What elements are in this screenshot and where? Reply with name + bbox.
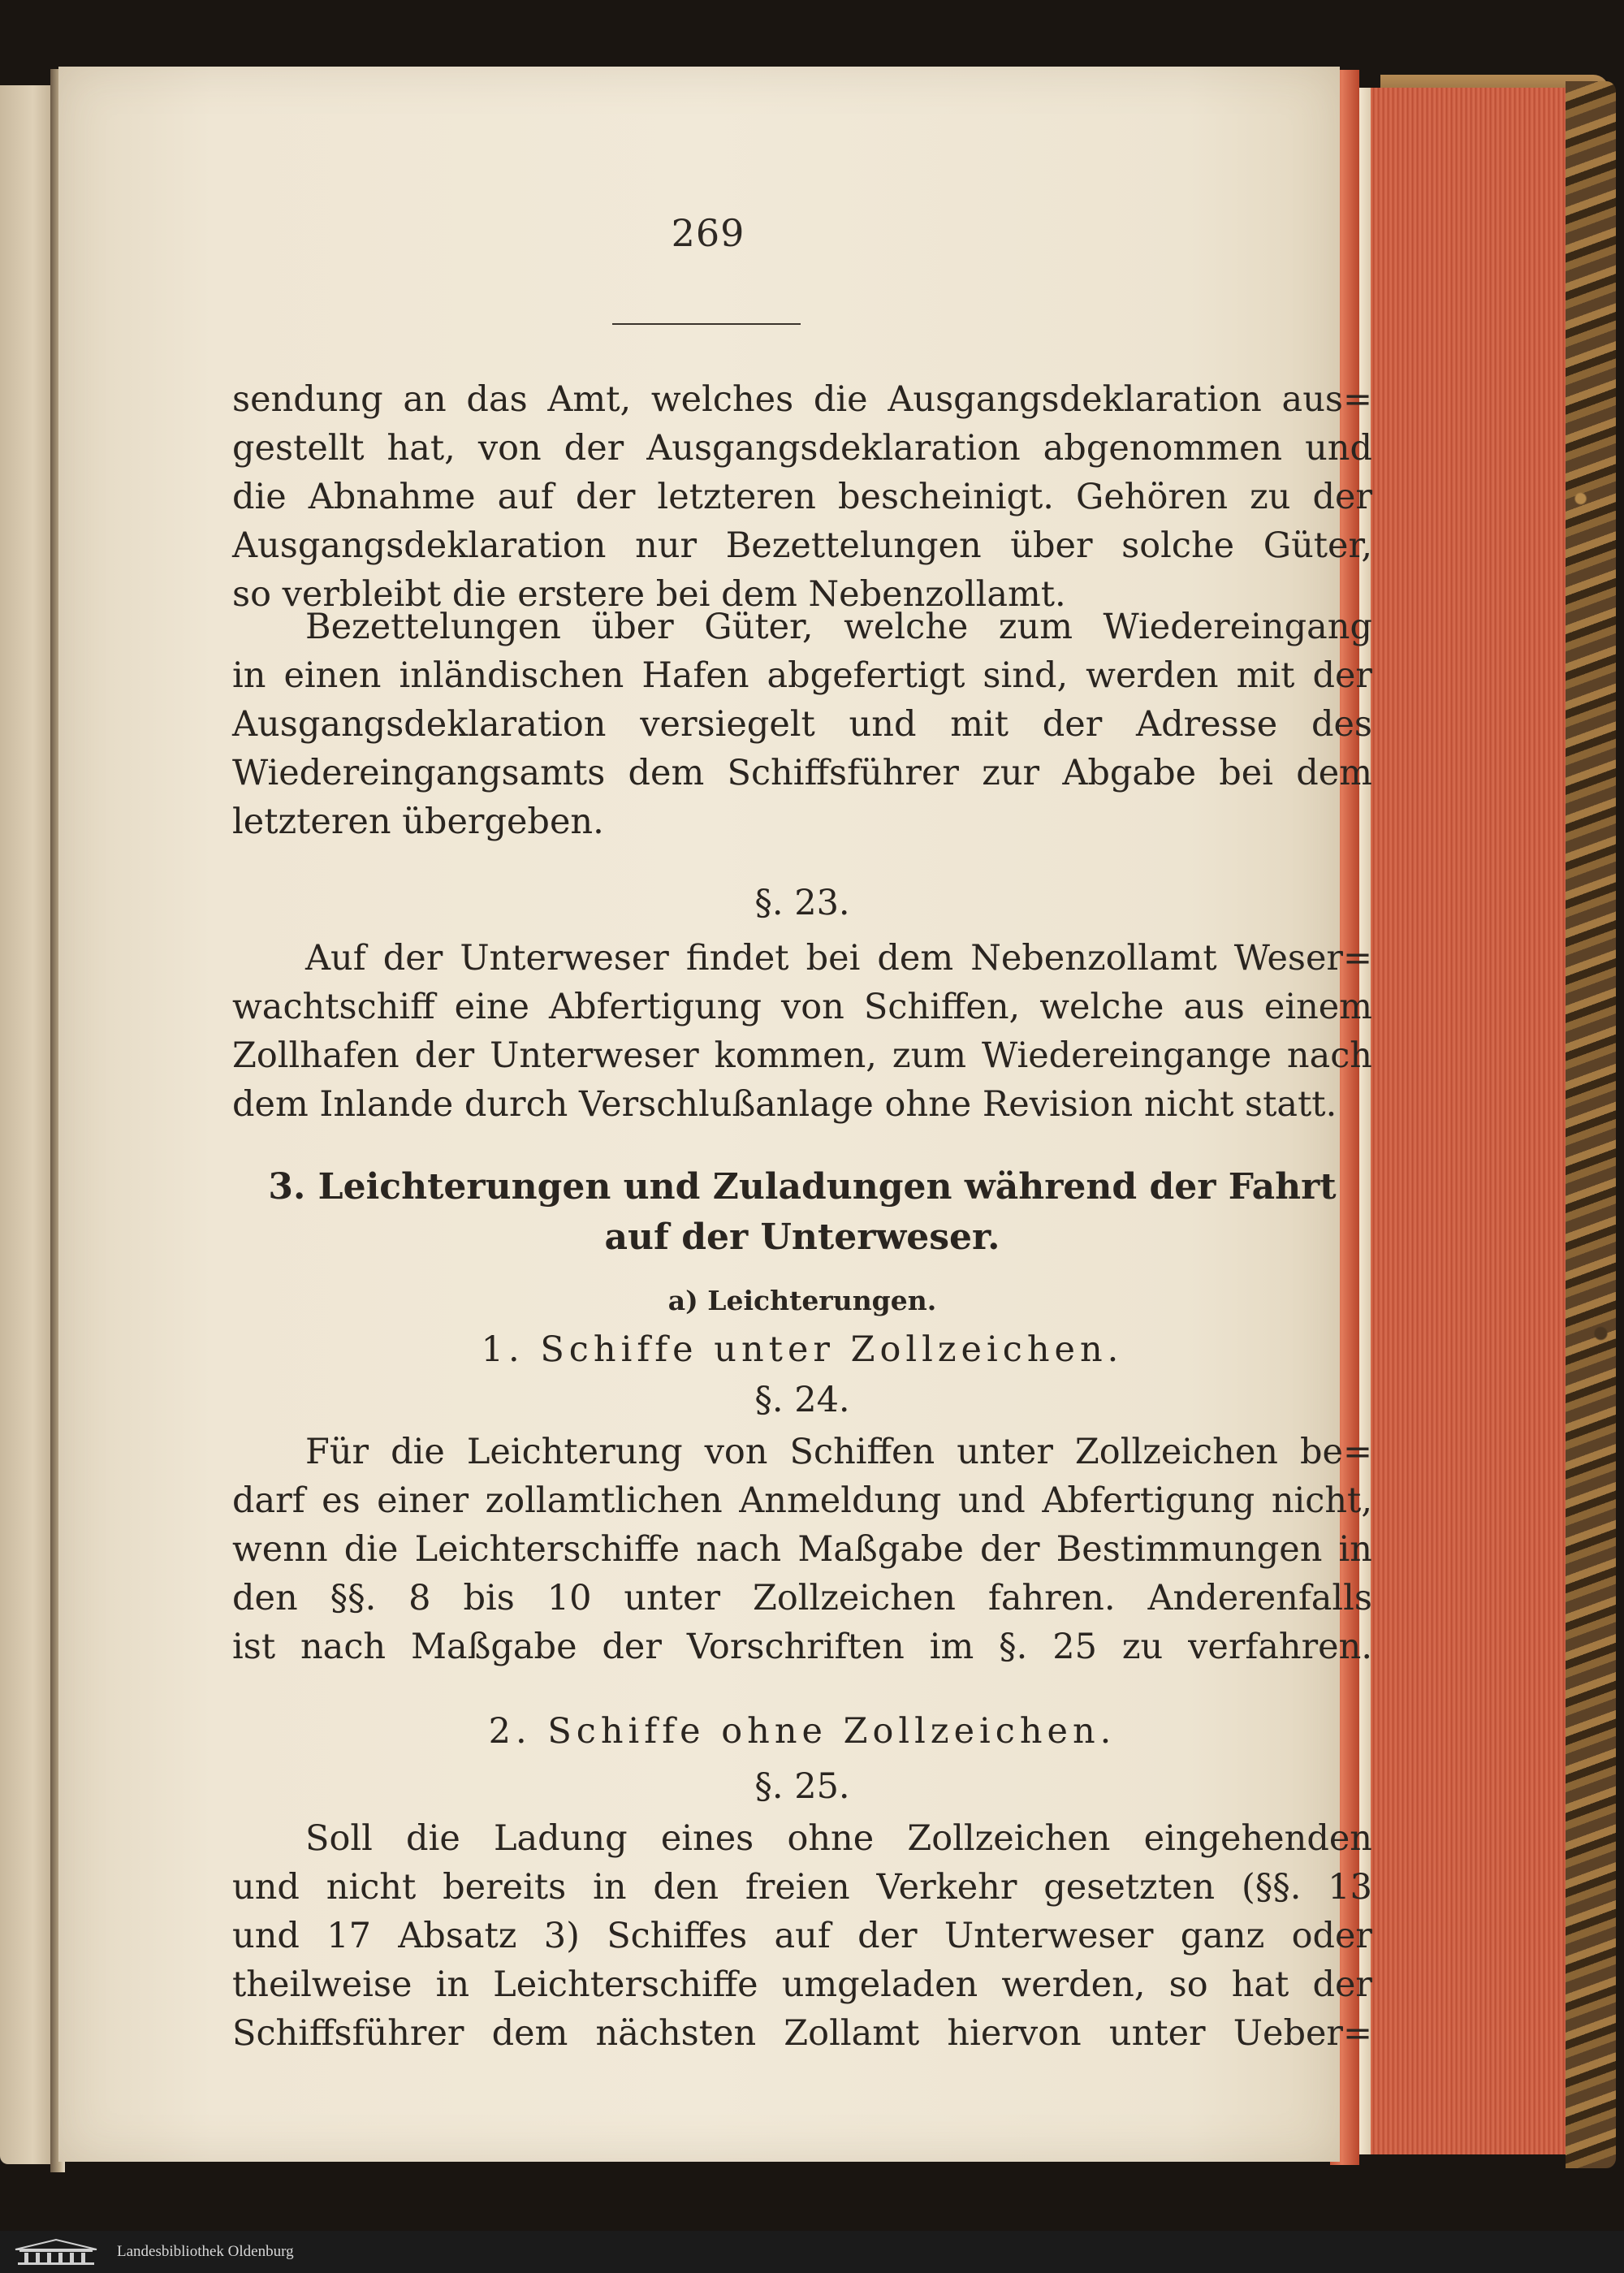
- page-block-edge: [1359, 88, 1567, 2154]
- text-line: Bezettelungen über Güter, welche zum Wiedereingang: [305, 607, 1372, 647]
- page-number-rule: [612, 323, 801, 325]
- section-title: §. 24.: [754, 1380, 850, 1420]
- text-line: ist nach Maßgabe der Vorschriften im §. 25 zu verfahren.: [232, 1627, 1372, 1667]
- text-line: Soll die Ladung eines ohne Zollzeichen eingehenden: [305, 1818, 1372, 1859]
- text-line: Schiffsführer dem nächsten Zollamt hiervon unter Ueber=: [232, 2013, 1372, 2054]
- text-line: Ausgangsdeklaration versiegelt und mit der Adresse des: [232, 704, 1372, 745]
- subsection-heading-1: 1. Schiffe unter Zollzeichen.: [481, 1329, 1124, 1370]
- marbled-book-cover: [1566, 81, 1616, 2168]
- library-footer-bar: [0, 2231, 1624, 2273]
- text-line: und nicht bereits in den freien Verkehr gesetzten (§§. 13: [232, 1867, 1372, 1908]
- previous-page-edge: [0, 85, 55, 2164]
- library-name: Landesbibliothek Oldenburg: [117, 2243, 294, 2260]
- text-line: Zollhafen der Unterweser kommen, zum Wiedereingange nach: [232, 1035, 1372, 1076]
- text-line: wachtschiff eine Abfertigung von Schiffen, welche aus einem: [232, 987, 1372, 1027]
- section-title: §. 23.: [754, 883, 850, 923]
- book-page: [58, 67, 1372, 2162]
- text-line: den §§. 8 bis 10 unter Zollzeichen fahren. Anderenfalls: [232, 1578, 1372, 1618]
- text-line: letzteren übergeben.: [232, 802, 604, 842]
- text-line: sendung an das Amt, welches die Ausgangsdeklaration aus=: [232, 379, 1372, 420]
- text-line: Auf der Unterweser findet bei dem Nebenzollamt Weser=: [305, 938, 1372, 979]
- chapter-heading-line-1: 3. Leichterungen und Zuladungen während der Fahrt: [268, 1166, 1337, 1208]
- text-line: Wiedereingangsamts dem Schiffsführer zur Abgabe bei dem: [232, 753, 1372, 793]
- text-line: darf es einer zollamtlichen Anmeldung und Abfertigung nicht,: [232, 1480, 1372, 1521]
- text-line: Ausgangsdeklaration nur Bezettelungen über solche Güter,: [232, 525, 1372, 566]
- text-line: in einen inländischen Hafen abgefertigt sind, werden mit der: [232, 655, 1372, 696]
- text-line: Für die Leichterung von Schiffen unter Zollzeichen be=: [305, 1432, 1372, 1472]
- library-building-icon: [11, 2238, 101, 2266]
- text-line: und 17 Absatz 3) Schiffes auf der Unterweser ganz oder: [232, 1916, 1372, 1956]
- text-line: so verbleibt die erstere bei dem Nebenzollamt.: [232, 574, 1066, 615]
- text-line: wenn die Leichterschiffe nach Maßgabe der Bestimmungen in: [232, 1529, 1372, 1570]
- text-line: die Abnahme auf der letzteren bescheinigt. Gehören zu der: [232, 477, 1372, 517]
- text-line: gestellt hat, von der Ausgangsdeklaration abgenommen und: [232, 428, 1372, 469]
- chapter-heading-line-2: auf der Unterweser.: [604, 1216, 1000, 1258]
- section-title: §. 25.: [754, 1766, 850, 1807]
- page-number: 269: [671, 211, 745, 255]
- subsection-heading-2: 2. Schiffe ohne Zollzeichen.: [488, 1711, 1116, 1752]
- subheading-leichterungen: a) Leichterungen.: [667, 1285, 937, 1316]
- text-line: theilweise in Leichterschiffe umgeladen werden, so hat der: [232, 1964, 1372, 2005]
- text-line: dem Inlande durch Verschlußanlage ohne Revision nicht statt.: [232, 1084, 1337, 1125]
